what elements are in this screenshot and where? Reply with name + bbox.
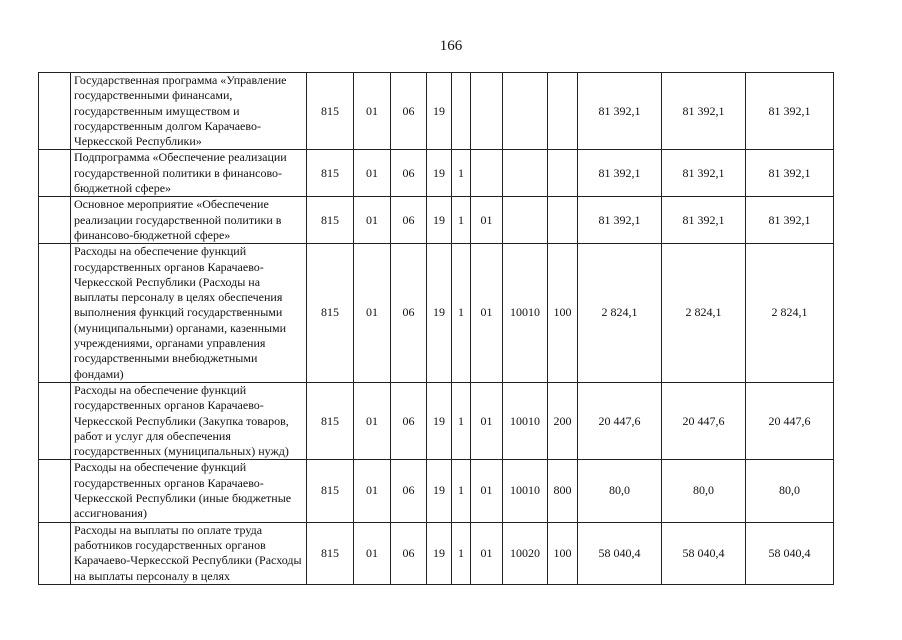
subprogram-code: 1	[452, 382, 471, 459]
subsection-code: 06	[391, 150, 427, 197]
section-code: 01	[354, 522, 391, 584]
page-number: 166	[439, 38, 463, 54]
amount-3: 2 824,1	[746, 244, 834, 383]
subsection-code: 06	[391, 382, 427, 459]
row-name: Подпрограмма «Обеспечение реализации государственной политики в финансово-бюджетной сфере»	[71, 150, 307, 197]
ministry-code: 815	[307, 150, 354, 197]
ministry-code: 815	[307, 522, 354, 584]
subprogram-code: 1	[452, 522, 471, 584]
expense-type-code: 800	[548, 460, 578, 522]
subsection-code: 06	[391, 73, 427, 150]
ministry-code: 815	[307, 197, 354, 244]
program-code: 19	[427, 460, 452, 522]
event-code: 01	[471, 522, 503, 584]
amount-1: 81 392,1	[578, 197, 662, 244]
ministry-code: 815	[307, 244, 354, 383]
row-number-cell	[39, 460, 71, 522]
expense-type-code	[548, 150, 578, 197]
subsection-code: 06	[391, 244, 427, 383]
row-number-cell	[39, 73, 71, 150]
program-code: 19	[427, 150, 452, 197]
amount-1: 2 824,1	[578, 244, 662, 383]
amount-1: 81 392,1	[578, 150, 662, 197]
direction-code: 10010	[503, 244, 548, 383]
table-row	[39, 150, 834, 197]
ministry-code: 815	[307, 460, 354, 522]
table-row	[39, 197, 834, 244]
amount-2: 81 392,1	[662, 197, 746, 244]
event-code: 01	[471, 382, 503, 459]
amount-2: 2 824,1	[662, 244, 746, 383]
amount-1: 58 040,4	[578, 522, 662, 584]
subprogram-code	[452, 73, 471, 150]
table-body	[39, 73, 834, 585]
subsection-code: 06	[391, 197, 427, 244]
event-code: 01	[471, 197, 503, 244]
amount-1: 80,0	[578, 460, 662, 522]
program-code: 19	[427, 522, 452, 584]
event-code	[471, 150, 503, 197]
amount-1: 20 447,6	[578, 382, 662, 459]
event-code: 01	[471, 460, 503, 522]
subprogram-code: 1	[452, 150, 471, 197]
section-code: 01	[354, 244, 391, 383]
expense-type-code	[548, 197, 578, 244]
amount-3: 81 392,1	[746, 73, 834, 150]
table-row	[39, 460, 834, 522]
ministry-code: 815	[307, 382, 354, 459]
row-name: Расходы на обеспечение функций государственных органов Карачаево-Черкесской Республики (Закупка товаров, работ и услуг для обеспечения государственных (муниципальных) нужд)	[71, 382, 307, 459]
table-row	[39, 382, 834, 459]
row-number-cell	[39, 244, 71, 383]
amount-2: 20 447,6	[662, 382, 746, 459]
direction-code	[503, 150, 548, 197]
table-row	[39, 244, 834, 383]
row-number-cell	[39, 150, 71, 197]
table-row	[39, 522, 834, 584]
row-name: Основное мероприятие «Обеспечение реализации государственной политики в финансово-бюджетной сфере»	[71, 197, 307, 244]
direction-code: 10020	[503, 522, 548, 584]
expense-type-code: 100	[548, 522, 578, 584]
budget-table	[38, 72, 834, 585]
expense-type-code	[548, 73, 578, 150]
amount-2: 81 392,1	[662, 73, 746, 150]
subprogram-code: 1	[452, 460, 471, 522]
direction-code: 10010	[503, 460, 548, 522]
amount-3: 80,0	[746, 460, 834, 522]
row-name: Государственная программа «Управление государственными финансами, государственным имуществом и государственным долгом Карачаево-Черкесской Республики»	[71, 73, 307, 150]
direction-code	[503, 197, 548, 244]
program-code: 19	[427, 73, 452, 150]
section-code: 01	[354, 382, 391, 459]
program-code: 19	[427, 382, 452, 459]
program-code: 19	[427, 197, 452, 244]
amount-1: 81 392,1	[578, 73, 662, 150]
amount-2: 58 040,4	[662, 522, 746, 584]
subsection-code: 06	[391, 460, 427, 522]
ministry-code: 815	[307, 73, 354, 150]
direction-code	[503, 73, 548, 150]
row-name: Расходы на выплаты по оплате труда работников государственных органов Карачаево-Черкесской Республики (Расходы на выплаты персоналу в целях	[71, 522, 307, 584]
event-code: 01	[471, 244, 503, 383]
section-code: 01	[354, 197, 391, 244]
program-code: 19	[427, 244, 452, 383]
amount-3: 81 392,1	[746, 197, 834, 244]
amount-2: 80,0	[662, 460, 746, 522]
subsection-code: 06	[391, 522, 427, 584]
section-code: 01	[354, 150, 391, 197]
row-name: Расходы на обеспечение функций государственных органов Карачаево-Черкесской Республики (иные бюджетные ассигнования)	[71, 460, 307, 522]
direction-code: 10010	[503, 382, 548, 459]
amount-3: 58 040,4	[746, 522, 834, 584]
section-code: 01	[354, 460, 391, 522]
amount-2: 81 392,1	[662, 150, 746, 197]
subprogram-code: 1	[452, 244, 471, 383]
amount-3: 81 392,1	[746, 150, 834, 197]
event-code	[471, 73, 503, 150]
row-number-cell	[39, 197, 71, 244]
subprogram-code: 1	[452, 197, 471, 244]
row-name: Расходы на обеспечение функций государственных органов Карачаево-Черкесской Республики (Расходы на выплаты персоналу в целях обеспечения выполнения функций государственными (муниципальными) органами, казенными учреждениями, органами управления государственными внебюджетными фондами)	[71, 244, 307, 383]
expense-type-code: 200	[548, 382, 578, 459]
row-number-cell	[39, 382, 71, 459]
amount-3: 20 447,6	[746, 382, 834, 459]
section-code: 01	[354, 73, 391, 150]
expense-type-code: 100	[548, 244, 578, 383]
table-row	[39, 73, 834, 150]
row-number-cell	[39, 522, 71, 584]
